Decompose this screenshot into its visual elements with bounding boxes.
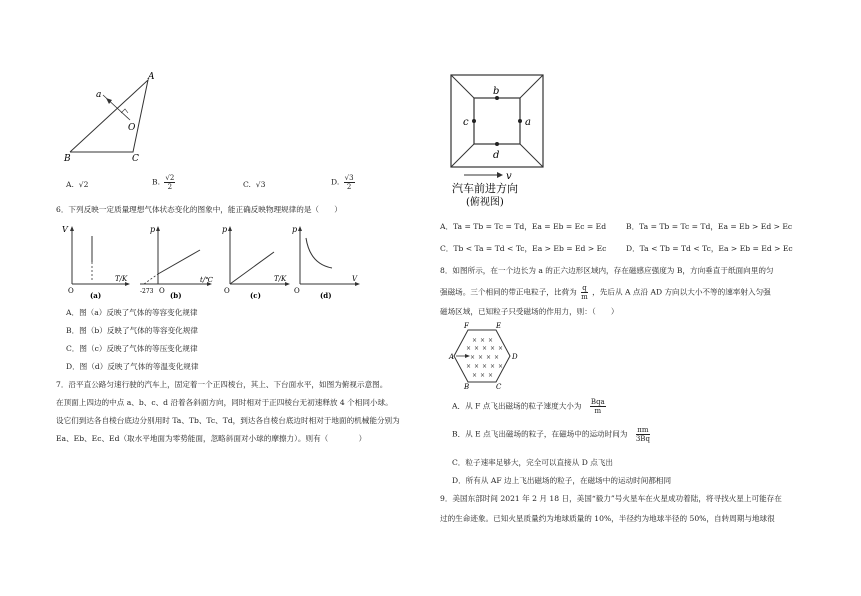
svg-text:×: ×: [474, 345, 480, 352]
fig-label-v: v: [506, 171, 512, 182]
q7-stem-line-3: 设它们到达各自棱台底边分别用时 Ta、Tb、Tc、Td，到达各自棱台底边时相对于地面的机械能分别为: [56, 416, 400, 425]
svg-text:×: ×: [472, 372, 478, 379]
svg-text:O: O: [224, 287, 230, 295]
hex-label-C: C: [496, 383, 502, 391]
q8-stem-line-2: 强磁场。三个相同的带正电粒子，比荷为 $\frac{q}{m}$ ，先后从 A 点沿 AD 方向以大小不等的速率射入匀强: [440, 284, 771, 301]
svg-text:(d): (d): [320, 291, 332, 300]
q5-option-d: D. $\frac{√3}{2}$: [331, 174, 354, 191]
q6-option-c: C．图（c）反映了气体的等压变化规律: [66, 344, 198, 353]
q7-stem-line-2: 在顶面上四边的中点 a、b、c、d 沿着各斜面方向，同时相对于正四棱台无初速释放 4 个相同小球。: [56, 398, 393, 407]
q5-triangle-figure: [58, 70, 168, 165]
svg-text:p: p: [292, 225, 298, 234]
q6-option-a: A．图（a）反映了气体的等容变化规律: [66, 308, 198, 317]
q6-option-b: B．图（b）反映了气体的等容变化规律: [66, 326, 198, 335]
q6-option-d: D．图（d）反映了气体的等温变化规律: [66, 362, 199, 371]
fig-label-B: B: [64, 154, 71, 164]
fig-label-d: d: [493, 150, 500, 161]
fig-label-b: b: [493, 86, 500, 97]
svg-text:×: ×: [498, 345, 504, 352]
q9-stem-line-2: 过的生命迹象。已知火星质量约为地球质量的 10%，半径约为地球半径的 50%，自转周期与地球很: [440, 514, 775, 523]
q7-option-c: C．Tb < Ta = Td < Tc，Ea > Eb = Ed > Ec: [440, 244, 607, 253]
svg-text:p: p: [222, 225, 228, 234]
svg-text:×: ×: [480, 337, 486, 344]
svg-text:×: ×: [472, 337, 478, 344]
fig-label-A: A: [148, 72, 155, 82]
svg-text:×: ×: [482, 363, 488, 370]
q8-option-a: A．从 F 点飞出磁场的粒子速度大小为 $\frac{\text{Bqa}}{m}$: [452, 398, 605, 415]
svg-text:×: ×: [470, 354, 476, 361]
svg-text:×: ×: [488, 337, 494, 344]
fig-caption-topview: (俯视图): [466, 197, 504, 208]
fig-label-a: a: [96, 90, 102, 100]
svg-text:×: ×: [480, 372, 486, 379]
fig-label-C: C: [132, 154, 139, 164]
svg-text:t/℃: t/℃: [200, 276, 214, 284]
fig-label-c: c: [463, 117, 469, 128]
svg-text:p: p: [150, 225, 156, 234]
svg-text:T/K: T/K: [274, 275, 287, 283]
q7-stem-line-1: 7．沿平直公路匀速行驶的汽车上，固定着一个正四棱台，其上、下台面水平，如图为俯视示意图。: [56, 380, 388, 389]
svg-text:T/K: T/K: [115, 275, 128, 283]
fig-label-O: O: [128, 123, 136, 133]
svg-text:V: V: [62, 225, 68, 234]
q6-graph-d: [292, 222, 367, 302]
q7-stem-line-4: Ea、Eb、Ec、Ed（取水平地面为零势能面，忽略斜面对小球的摩擦力）。则有（ ）: [56, 434, 367, 443]
svg-text:×: ×: [466, 345, 472, 352]
q8-stem-line-1: 8．如图所示，在一个边长为 a 的正六边形区域内，存在磁感应强度为 B，方向垂直于纸面向里的匀: [440, 266, 774, 275]
fig-caption-direction: 汽车前进方向: [452, 182, 518, 195]
svg-text:(b): (b): [170, 291, 182, 300]
svg-text:×: ×: [486, 354, 492, 361]
svg-text:×: ×: [466, 363, 472, 370]
svg-text:×: ×: [474, 363, 480, 370]
q9-stem-line-1: 9．美国东部时间 2021 年 2 月 18 日，美国“毅力”号火星车在火星成功着陆，将寻找火星上可能存在: [440, 494, 782, 503]
svg-text:×: ×: [498, 363, 504, 370]
svg-text:O: O: [294, 287, 300, 295]
hex-label-F: F: [464, 322, 469, 330]
q7-frustum-figure: [448, 72, 548, 207]
q6-graph-b: [138, 222, 218, 302]
svg-text:(a): (a): [90, 291, 102, 300]
q5-option-c: C. √3: [243, 180, 266, 189]
q8-option-c: C．粒子速率足够大，完全可以直接从 D 点飞出: [452, 458, 614, 467]
q7-option-a: A．Ta = Tb = Tc = Td，Ea = Eb = Ec = Ed: [440, 222, 607, 231]
svg-text:O: O: [159, 287, 165, 295]
q5-option-a: A. √2: [66, 180, 89, 189]
svg-text:×: ×: [490, 363, 496, 370]
svg-text:O: O: [68, 287, 74, 295]
svg-text:×: ×: [494, 354, 500, 361]
q5-option-b: B. $\frac{√2}{2}$: [152, 174, 175, 191]
q6-stem: 6．下列反映一定质量理想气体状态变化的图象中，能正确反映物理规律的是（ ）: [56, 205, 342, 214]
svg-text:V: V: [352, 275, 358, 283]
q8-option-d: D．所有从 AF 边上飞出磁场的粒子，在磁场中的运动时间都相同: [452, 476, 672, 485]
hex-label-D: D: [512, 353, 518, 361]
q6-graph-a: [60, 222, 135, 302]
hex-label-E: E: [496, 322, 502, 330]
svg-text:-273: -273: [140, 288, 154, 295]
q7-option-b: B．Ta = Tb = Tc = Td，Ea = Eb > Ed > Ec: [626, 222, 793, 231]
q7-option-d: D．Ta < Tb = Td < Tc，Ea > Eb = Ed > Ec: [626, 244, 793, 253]
hex-label-A: A: [449, 353, 455, 361]
svg-text:×: ×: [488, 372, 494, 379]
fig-label-a: a: [525, 117, 531, 128]
q8-hexagon-figure: [450, 322, 520, 390]
q8-option-b: B．从 E 点飞出磁场的粒子，在磁场中的运动时间为 $\frac{\pi m}{3Bq}$: [452, 426, 650, 443]
svg-text:×: ×: [482, 345, 488, 352]
svg-text:×: ×: [478, 354, 484, 361]
svg-text:×: ×: [490, 345, 496, 352]
svg-text:(c): (c): [250, 291, 261, 300]
q6-graph-c: [222, 222, 297, 302]
hex-label-B: B: [464, 383, 470, 391]
q8-stem-line-3: 磁场区域，已知粒子只受磁场的作用力，则：（ ）: [440, 307, 619, 316]
